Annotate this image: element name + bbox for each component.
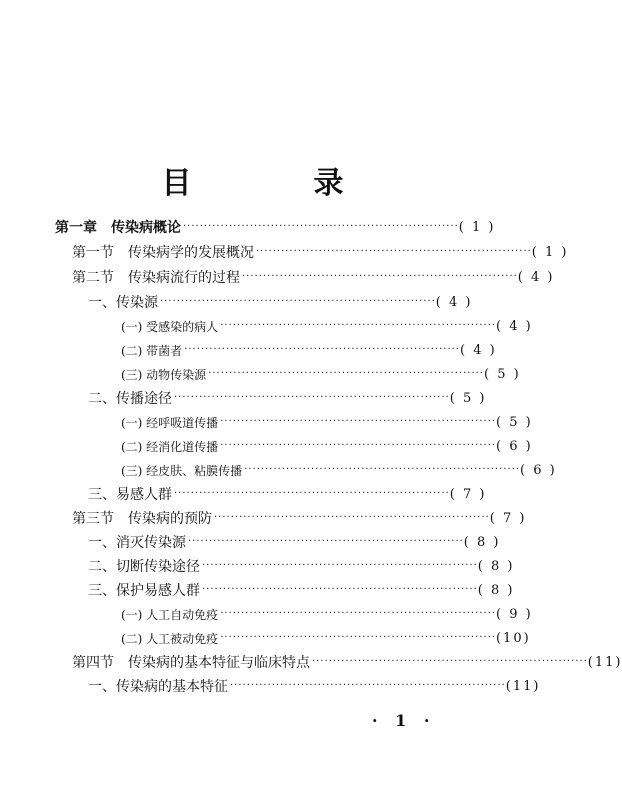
- toc-entry-label: 一、传染病的基本特征: [88, 679, 228, 695]
- toc-entry-page: ( 7 ): [449, 486, 487, 502]
- toc-entry-label: (一) 人工自动免疫: [121, 607, 219, 622]
- toc-entry[interactable]: [121, 339, 497, 361]
- toc-entry-page: ( 5 ): [449, 390, 487, 406]
- leader-dots: ··································································: [208, 368, 484, 379]
- toc-entry-label: (三) 经皮肤、粘膜传播: [121, 463, 243, 478]
- toc-entry-label: 第二节 传染病流行的过程: [72, 270, 240, 286]
- toc-entry[interactable]: [72, 241, 569, 263]
- toc-entry[interactable]: [121, 363, 521, 385]
- toc-entry[interactable]: [88, 483, 487, 505]
- toc-entry-label: 第一章 传染病概论: [55, 220, 181, 236]
- toc-entry-label: 一、消灭传染源: [88, 535, 186, 551]
- toc-entry-page: ( 5 ): [495, 414, 533, 430]
- toc-entry-label: 一、传染源: [88, 295, 158, 311]
- toc-entry-page: ( 4 ): [435, 294, 473, 310]
- toc-entry-page: ( 8 ): [477, 582, 515, 598]
- leader-dots: ··································································: [214, 512, 490, 523]
- leader-dots: ··································································: [220, 320, 496, 331]
- leader-dots: ··································································: [220, 608, 496, 619]
- toc-entry[interactable]: [88, 291, 473, 313]
- toc-entry-label: (一) 经呼吸道传播: [121, 415, 219, 430]
- toc-entry-page: ( 6 ): [519, 462, 557, 478]
- leader-dots: ··································································: [230, 680, 506, 691]
- toc-entry-page: ( 8 ): [477, 558, 515, 574]
- leader-dots: ··································································: [188, 536, 464, 547]
- page-number: · 1 ·: [372, 711, 436, 730]
- toc-entry[interactable]: [88, 531, 501, 553]
- toc-entry-label: 三、易感人群: [88, 487, 172, 503]
- leader-dots: ··································································: [242, 271, 518, 282]
- toc-entry-label: 第四节 传染病的基本特征与临床特点: [72, 655, 310, 671]
- leader-dots: ··································································: [220, 416, 496, 427]
- toc-entry[interactable]: [121, 627, 531, 649]
- leader-dots: ··································································: [202, 560, 478, 571]
- toc-entry-label: (二) 带菌者: [121, 343, 183, 358]
- toc-entry-page: (11): [505, 678, 541, 694]
- toc-entry-label: (一) 受感染的病人: [121, 319, 219, 334]
- leader-dots: ··································································: [184, 344, 460, 355]
- toc-entry[interactable]: [121, 435, 533, 457]
- toc-entry-label: (三) 动物传染源: [121, 367, 207, 382]
- leader-dots: ··································································: [220, 440, 496, 451]
- toc-entry-label: 第三节 传染病的预防: [72, 511, 212, 527]
- toc-entry[interactable]: [88, 555, 515, 577]
- toc-entry[interactable]: [88, 387, 487, 409]
- toc-entry[interactable]: [121, 411, 533, 433]
- toc-entry-page: ( 4 ): [517, 269, 555, 285]
- toc-entry[interactable]: [55, 216, 496, 238]
- toc-entry[interactable]: [72, 266, 555, 288]
- toc-entry-label: 二、传播途径: [88, 391, 172, 407]
- toc-entry-label: 三、保护易感人群: [88, 583, 200, 599]
- toc-entry[interactable]: [121, 459, 557, 481]
- toc-entry-page: ( 1 ): [531, 244, 569, 260]
- toc-entry[interactable]: [72, 507, 527, 529]
- toc-entry-label: 二、切断传染途径: [88, 559, 200, 575]
- toc-entry-page: ( 1 ): [458, 219, 496, 235]
- page-title: 目 录: [161, 166, 390, 201]
- toc-entry-label: 第一节 传染病学的发展概况: [72, 245, 254, 261]
- toc-entry-page: ( 7 ): [489, 510, 527, 526]
- toc-entry-page: ( 6 ): [495, 438, 533, 454]
- toc-entry-page: (10): [495, 630, 531, 646]
- leader-dots: ··································································: [202, 584, 478, 595]
- leader-dots: ··································································: [160, 296, 436, 307]
- toc-entry-page: (11): [587, 654, 622, 670]
- toc-entry-page: ( 9 ): [495, 606, 533, 622]
- leader-dots: ··································································: [174, 488, 450, 499]
- toc-entry[interactable]: [72, 651, 622, 673]
- leader-dots: ··································································: [174, 392, 450, 403]
- toc-entry[interactable]: [121, 315, 533, 337]
- leader-dots: ··································································: [312, 656, 588, 667]
- toc-entry[interactable]: [88, 579, 515, 601]
- toc-entry[interactable]: [88, 675, 541, 697]
- toc-entry[interactable]: [121, 603, 533, 625]
- toc-entry-page: ( 4 ): [459, 342, 497, 358]
- toc-entry-label: (二) 经消化道传播: [121, 439, 219, 454]
- leader-dots: ··································································: [256, 246, 532, 257]
- toc-entry-page: ( 8 ): [463, 534, 501, 550]
- leader-dots: ··································································: [183, 221, 459, 232]
- leader-dots: ··································································: [244, 464, 520, 475]
- toc-entry-page: ( 5 ): [483, 366, 521, 382]
- leader-dots: ··································································: [220, 632, 496, 643]
- toc-entry-label: (二) 人工被动免疫: [121, 631, 219, 646]
- toc-entry-page: ( 4 ): [495, 318, 533, 334]
